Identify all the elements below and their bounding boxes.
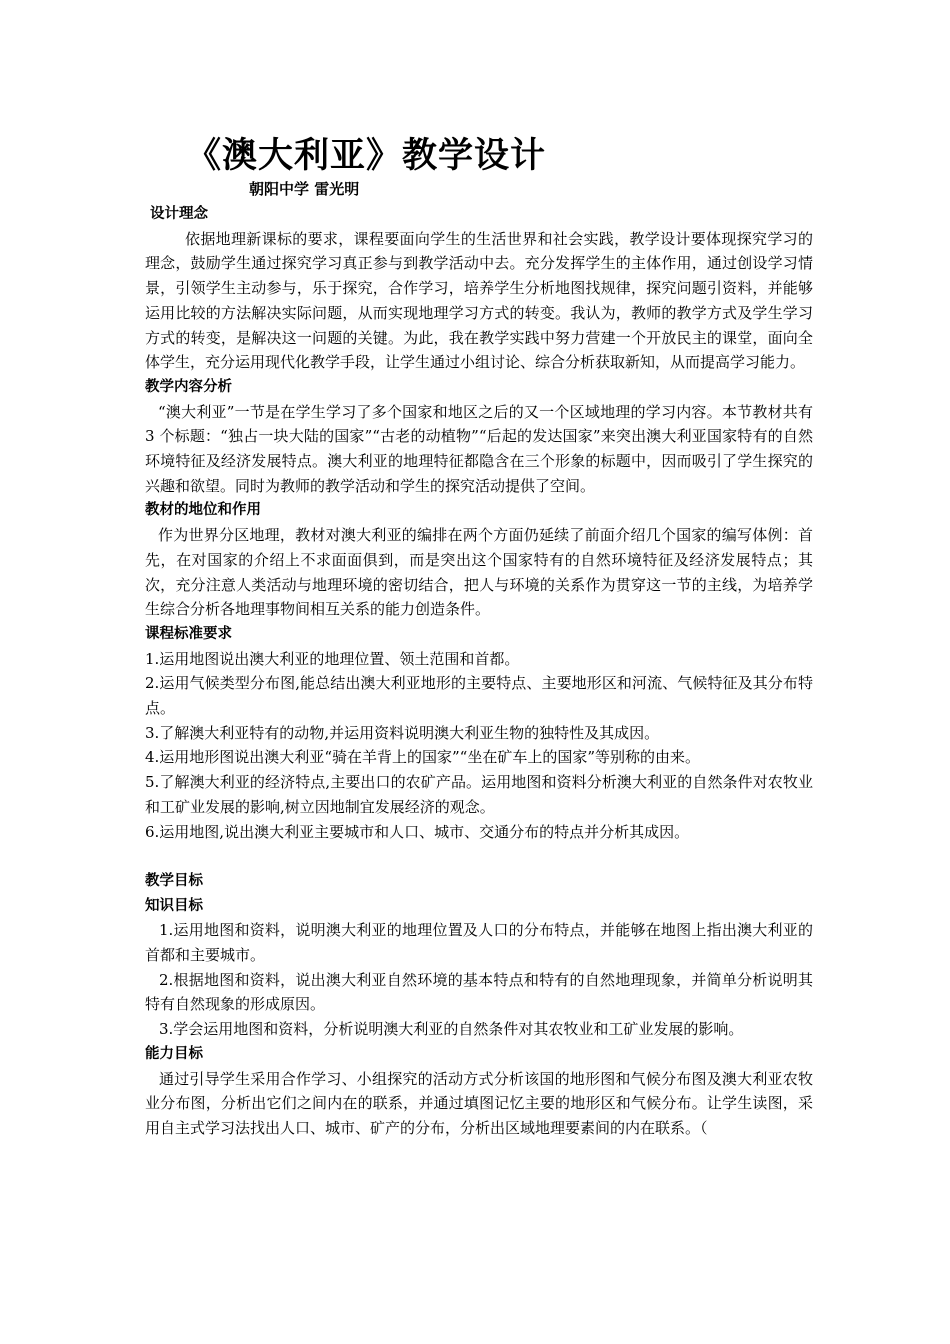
document-body <box>145 202 813 1141</box>
paragraph-content-analysis: “澳大利亚”一节是在学生学习了多个国家和地区之后的又一个区域地理的学习内容。本节教材共有 3 个标题：“独占一块大陆的国家”“古老的动植物”“后起的发达国家”来突出澳大利亚国家特有的自然环境特征及经济发展特点。澳大利亚的地理特征都隐含在三个形象的标题中，因而吸引了学生探究的兴趣和欲望。同时为教师的教学活动和学生的探究活动提供了空间。 <box>145 402 813 495</box>
standard-item-3: 3.了解澳大利亚特有的动物,并运用资料说明澳大利亚生物的独特性及其成因。 <box>145 723 660 742</box>
knowledge-item-1: 1.运用地图和资料，说明澳大利亚的地理位置及人口的分布特点，并能够在地图上指出澳大利亚的首都和主要城市。 <box>145 921 813 965</box>
paragraph-textbook-role: 作为世界分区地理，教材对澳大利亚的编排在两个方面仍延续了前面介绍几个国家的编写体例：首先，在对国家的介绍上不求面面俱到，而是突出这个国家特有的自然环境特征及经济发展特点；其次，充分注意人类活动与地理环境的密切结合，把人与环境的关系作为贯穿这一节的主线，为培养学生综合分析各地理事物间相互关系的能力创造条件。 <box>145 526 813 619</box>
author-line: 朝阳中学 雷光明 <box>249 180 360 198</box>
knowledge-item-2: 2.根据地图和资料，说出澳大利亚自然环境的基本特点和特有的自然地理现象，并简单分析说明其特有自然现象的形成原因。 <box>145 970 813 1014</box>
paragraph-design-concept: 依据地理新课标的要求，课程要面向学生的生活世界和社会实践，教学设计要体现探究学习的理念，鼓励学生通过探究学习真正参与到教学活动中去。充分发挥学生的主体作用，通过创设学习情景，引领学生主动参与，乐于探究，合作学习，培养学生分析地图找规律，探究问题引资料，并能够运用比较的方法解决实际问题，从而实现地理学习方式的转变。我认为，教师的教学方式及学生学习方式的转变，是解决这一问题的关键。为此，我在教学实践中努力营建一个开放民主的课堂，面向全体学生，充分运用现代化教学手段，让学生通过小组讨论、综合分析获取新知，从而提高学习能力。 <box>145 229 813 372</box>
standard-item-5: 5.了解澳大利亚的经济特点,主要出口的农矿产品。运用地图和资料分析澳大利亚的自然条件对农牧业和工矿业发展的影响,树立因地制宜发展经济的观念。 <box>145 773 813 816</box>
heading-ability-objectives: 能力目标 <box>145 1045 203 1062</box>
heading-standards: 课程标准要求 <box>145 625 232 642</box>
heading-knowledge-objectives: 知识目标 <box>145 897 203 914</box>
standard-item-1: 1.运用地图说出澳大利亚的地理位置、领土范围和首都。 <box>145 649 520 668</box>
heading-objectives: 教学目标 <box>145 872 203 889</box>
standard-item-4: 4.运用地形图说出澳大利亚“骑在羊背上的国家”“坐在矿车上的国家”等别称的由来。 <box>145 748 700 767</box>
heading-textbook-role: 教材的地位和作用 <box>145 502 261 519</box>
standard-item-6: 6.运用地图,说出澳大利亚主要城市和人口、城市、交通分布的特点并分析其成因。 <box>145 822 690 841</box>
blank-line <box>145 844 813 869</box>
standard-item-2: 2.运用气候类型分布图,能总结出澳大利亚地形的主要特点、主要地形区和河流、气候特征及其分布特点。 <box>145 674 813 718</box>
document-title: 《澳大利亚》教学设计 <box>186 136 547 176</box>
heading-design-concept: 设计理念 <box>150 206 208 222</box>
heading-content-analysis: 教学内容分析 <box>145 378 232 395</box>
knowledge-item-3: 3.学会运用地图和资料，分析说明澳大利亚的自然条件对其农牧业和工矿业发展的影响。 <box>159 1020 744 1039</box>
paragraph-ability-objectives: 通过引导学生采用合作学习、小组探究的活动方式分析该国的地形图和气候分布图及澳大利亚农牧业分布图，分析出它们之间内在的联系，并通过填图记忆主要的地形区和气候分布。让学生读图，采用自主式学习法找出人口、城市、矿产的分布，分析出区域地理要素间的内在联系。（ <box>145 1069 813 1137</box>
